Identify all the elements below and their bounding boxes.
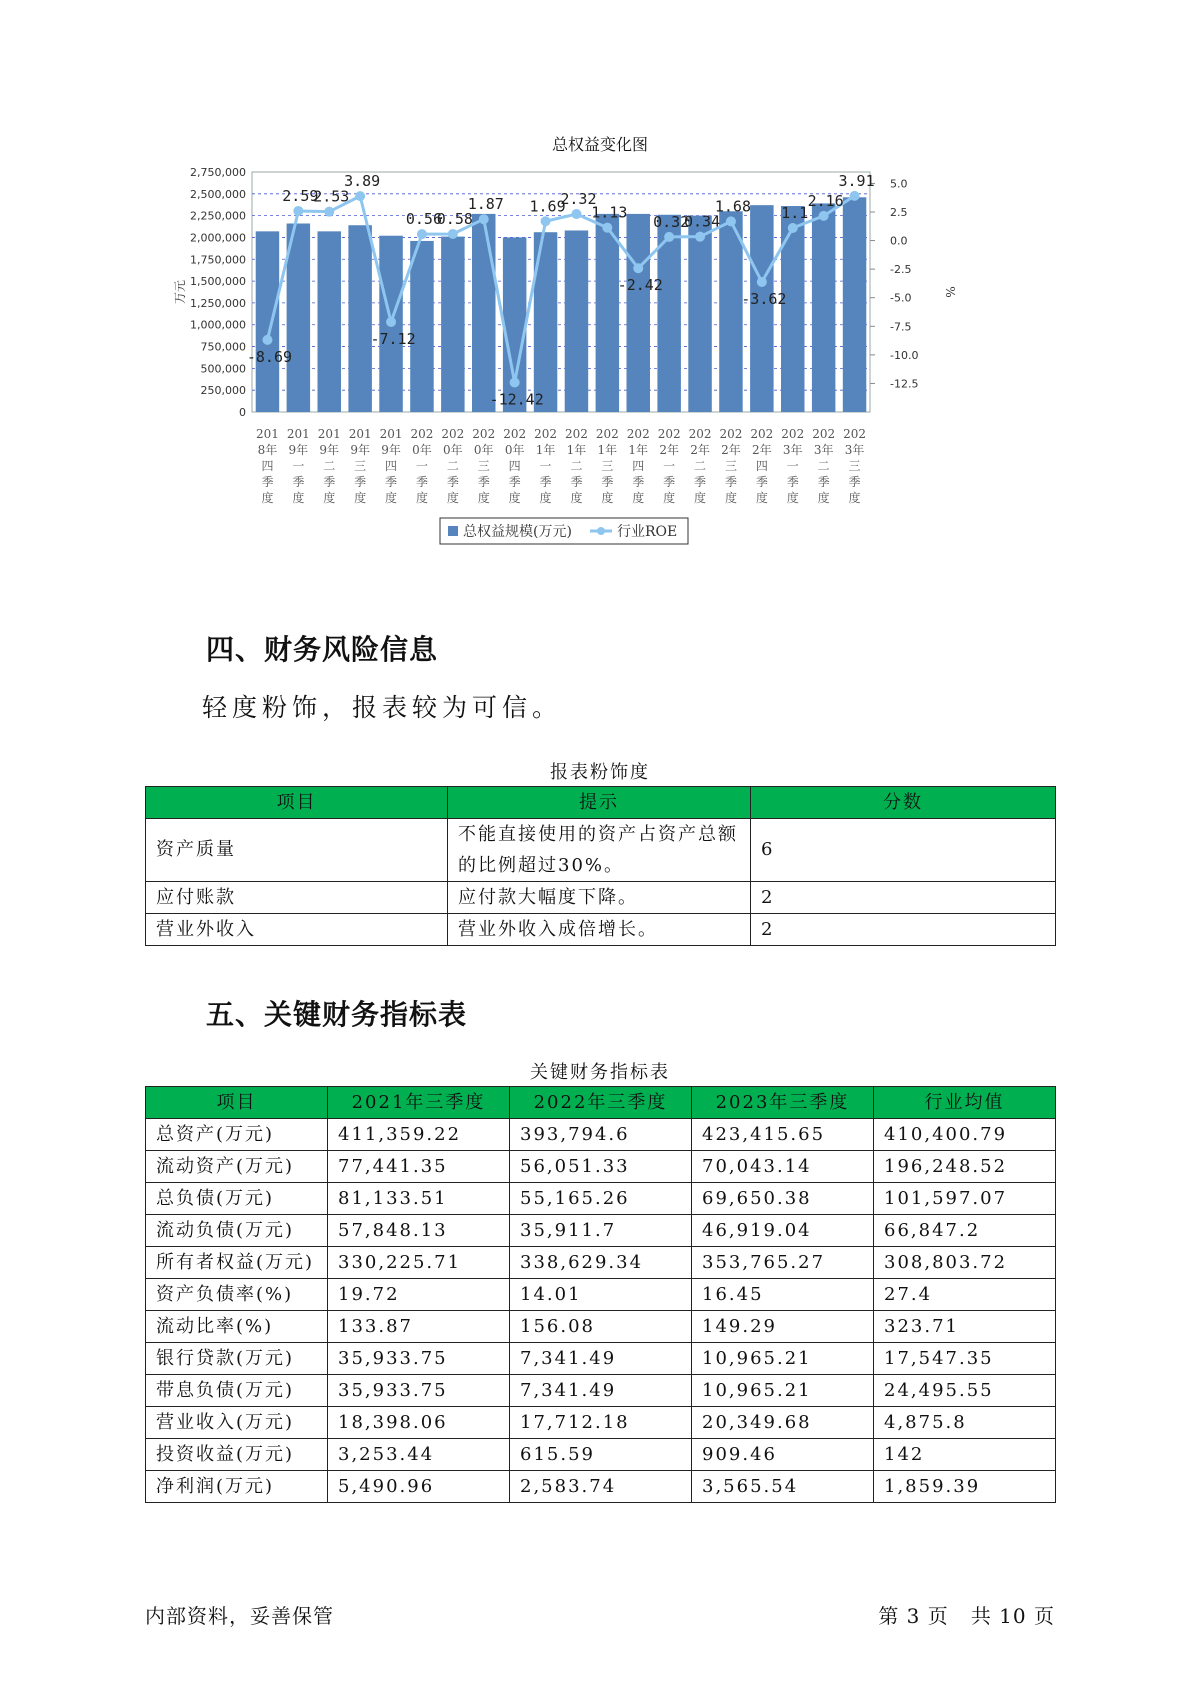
bar [348, 225, 371, 412]
equity-chart-svg [170, 130, 1030, 600]
kpi-cell-value: 69,650.38 [692, 1183, 874, 1215]
kpi-cell-value: 149.29 [692, 1311, 874, 1343]
risk-cell-hint: 不能直接使用的资产占资产总额的比例超过30%。 [448, 819, 751, 882]
legend-line-marker [597, 527, 605, 535]
kpi-cell-value: 393,794.6 [510, 1119, 692, 1151]
x-tick-label: 201 9年二季度 [317, 427, 341, 505]
roe-data-label: -3.62 [741, 289, 787, 308]
kpi-cell-value: 35,933.75 [328, 1343, 510, 1375]
kpi-cell-value: 353,765.27 [692, 1247, 874, 1279]
roe-data-label: 0.56 [405, 210, 443, 229]
roe-point [262, 335, 272, 345]
kpi-cell-value: 323.71 [874, 1311, 1056, 1343]
roe-data-label: 3.91 [838, 171, 875, 190]
kpi-cell-item: 总负债(万元) [146, 1183, 328, 1215]
y-tick-label: 2,250,000 [190, 209, 246, 223]
kpi-cell-item: 投资收益(万元) [146, 1439, 328, 1471]
y2-tick-label: 2.5 [890, 206, 908, 219]
kpi-cell-value: 909.46 [692, 1439, 874, 1471]
x-tick-label: 202 2年二季度 [688, 427, 712, 505]
kpi-cell-value: 330,225.71 [328, 1247, 510, 1279]
kpi-cell-item: 带息负债(万元) [146, 1375, 328, 1407]
bar [256, 231, 279, 412]
risk-table-caption: 报表粉饰度 [550, 762, 650, 783]
kpi-table-caption: 关键财务指标表 [530, 1062, 670, 1083]
x-tick-label: 201 9年四季度 [379, 427, 403, 505]
table-row [146, 882, 1056, 914]
roe-data-label: 1.1 [781, 204, 809, 222]
risk-cell-hint: 营业外收入成倍增长。 [448, 914, 751, 946]
kpi-cell-item: 总资产(万元) [146, 1119, 328, 1151]
table-row [146, 1279, 1056, 1311]
y-tick-label: 1,250,000 [190, 296, 246, 310]
roe-point [293, 206, 303, 216]
table-row [146, 1247, 1056, 1279]
kpi-table-header [146, 1087, 1056, 1119]
table-row [146, 1119, 1056, 1151]
kpi-cell-value: 24,495.55 [874, 1375, 1056, 1407]
kpi-cell-value: 20,349.68 [692, 1407, 874, 1439]
kpi-cell-value: 35,911.7 [510, 1215, 692, 1247]
section5-title: 五、关键财务指标表 [206, 998, 468, 1031]
table-row [146, 1471, 1056, 1503]
bar [410, 241, 433, 412]
roe-point [386, 317, 396, 327]
x-tick-label: 202 2年四季度 [750, 427, 774, 505]
footer-note: 内部资料，妥善保管 [145, 1604, 334, 1628]
roe-point [664, 232, 674, 242]
roe-point [602, 223, 612, 233]
roe-data-label: 3.89 [344, 172, 381, 191]
kpi-cell-item: 流动比率(%) [146, 1311, 328, 1343]
bar [781, 206, 804, 412]
kpi-cell-value: 57,848.13 [328, 1215, 510, 1247]
table-row [146, 1215, 1056, 1247]
page-number: 第 3 页 共 10 页 [878, 1604, 1055, 1628]
kpi-cell-value: 19.72 [328, 1279, 510, 1311]
kpi-cell-value: 70,043.14 [692, 1151, 874, 1183]
kpi-cell-value: 1,859.39 [874, 1471, 1056, 1503]
kpi-cell-item: 银行贷款(万元) [146, 1343, 328, 1375]
kpi-cell-value: 101,597.07 [874, 1183, 1056, 1215]
y-tick-label: 250,000 [200, 384, 246, 398]
y-tick-label: 1,000,000 [190, 318, 246, 332]
x-tick-label: 202 0年四季度 [503, 427, 527, 505]
kpi-cell-item: 流动资产(万元) [146, 1151, 328, 1183]
roe-data-label: -2.42 [617, 276, 663, 295]
roe-data-label: 2.16 [807, 191, 844, 210]
kpi-cell-item: 净利润(万元) [146, 1471, 328, 1503]
risk-cell-item: 营业外收入 [146, 914, 448, 946]
x-tick-label: 202 3年一季度 [781, 427, 805, 505]
bar [688, 216, 711, 412]
roe-point [850, 191, 860, 201]
roe-data-label: 2.32 [560, 190, 597, 209]
table-row [146, 1183, 1056, 1215]
x-tick-label: 202 1年二季度 [564, 427, 588, 505]
y-tick-label: 750,000 [200, 340, 246, 354]
legend-bar-label: 总权益规模(万元) [463, 524, 572, 540]
kpi-cell-value: 55,165.26 [510, 1183, 692, 1215]
bar [596, 214, 619, 412]
risk-header-hint: 提示 [448, 787, 751, 819]
y-tick-label: 1,500,000 [190, 275, 246, 289]
roe-point [541, 216, 551, 226]
kpi-cell-value: 196,248.52 [874, 1151, 1056, 1183]
kpi-cell-value: 3,253.44 [328, 1439, 510, 1471]
legend-line-label: 行业ROE [617, 524, 678, 540]
kpi-cell-item: 所有者权益(万元) [146, 1247, 328, 1279]
table-row [146, 1343, 1056, 1375]
y-tick-label: 0 [239, 406, 246, 419]
bar [318, 231, 341, 412]
kpi-cell-value: 410,400.79 [874, 1119, 1056, 1151]
bar [565, 230, 588, 412]
kpi-table [145, 1086, 1056, 1503]
kpi-cell-value: 81,133.51 [328, 1183, 510, 1215]
roe-data-label: 1.68 [714, 197, 752, 216]
kpi-cell-value: 18,398.06 [328, 1407, 510, 1439]
y2-tick-label: -2.5 [890, 263, 912, 277]
roe-point [788, 223, 798, 233]
kpi-header-2022q3: 2022年三季度 [510, 1087, 692, 1119]
kpi-cell-value: 35,933.75 [328, 1375, 510, 1407]
x-tick-label: 202 3年三季度 [843, 427, 867, 505]
kpi-cell-value: 3,565.54 [692, 1471, 874, 1503]
roe-point [479, 214, 489, 224]
section4-title: 四、财务风险信息 [206, 633, 439, 666]
kpi-header-2021q3: 2021年三季度 [328, 1087, 510, 1119]
kpi-cell-item: 资产负债率(%) [146, 1279, 328, 1311]
risk-conclusion: 轻度粉饰，报表较为可信。 [202, 693, 563, 722]
roe-data-label: 1.69 [529, 197, 566, 216]
kpi-cell-value: 7,341.49 [510, 1375, 692, 1407]
roe-point [417, 229, 427, 239]
x-tick-label: 202 1年一季度 [534, 427, 558, 505]
bar [719, 211, 742, 412]
roe-data-label: 0.34 [683, 212, 721, 231]
kpi-cell-value: 5,490.96 [328, 1471, 510, 1503]
chart-title: 总权益变化图 [551, 135, 649, 154]
kpi-cell-value: 14.01 [510, 1279, 692, 1311]
y-tick-label: 2,000,000 [190, 231, 246, 245]
y-tick-label: 500,000 [200, 362, 246, 376]
x-tick-label: 201 9年三季度 [348, 427, 372, 505]
kpi-cell-value: 2,583.74 [510, 1471, 692, 1503]
kpi-cell-value: 16.45 [692, 1279, 874, 1311]
kpi-cell-value: 10,965.21 [692, 1343, 874, 1375]
roe-data-label: -8.69 [246, 347, 293, 366]
table-row [146, 1439, 1056, 1471]
roe-point [510, 378, 520, 388]
roe-point [695, 232, 705, 242]
table-row [146, 1407, 1056, 1439]
roe-point [448, 229, 458, 239]
table-row [146, 1311, 1056, 1343]
kpi-cell-value: 17,547.35 [874, 1343, 1056, 1375]
risk-header-item: 项目 [146, 787, 448, 819]
y2-tick-label: -12.5 [890, 377, 919, 391]
kpi-table-body [146, 1119, 1056, 1503]
y2-tick-label: -5.0 [890, 291, 912, 305]
risk-table-header [146, 787, 1056, 819]
y2-tick-label: -10.0 [890, 348, 919, 362]
y2-axis-label: % [943, 286, 957, 298]
risk-cell-item: 应付账款 [146, 882, 448, 914]
x-tick-label: 202 2年三季度 [719, 427, 743, 505]
roe-data-label: 1.13 [591, 203, 628, 222]
risk-cell-score: 2 [751, 882, 1056, 914]
kpi-cell-value: 308,803.72 [874, 1247, 1056, 1279]
y-tick-label: 2,750,000 [190, 166, 246, 179]
roe-data-label: 0.32 [653, 212, 690, 231]
roe-data-label: -12.42 [489, 390, 544, 409]
risk-table [145, 786, 1056, 946]
x-tick-label: 202 0年一季度 [410, 427, 434, 505]
kpi-cell-value: 156.08 [510, 1311, 692, 1343]
kpi-cell-value: 4,875.8 [874, 1407, 1056, 1439]
roe-data-label: 2.53 [313, 187, 350, 206]
roe-point [726, 216, 736, 226]
kpi-cell-value: 77,441.35 [328, 1151, 510, 1183]
kpi-cell-value: 338,629.34 [510, 1247, 692, 1279]
table-row [146, 1151, 1056, 1183]
kpi-cell-value: 66,847.2 [874, 1215, 1056, 1247]
kpi-cell-value: 27.4 [874, 1279, 1056, 1311]
roe-data-label: 1.87 [467, 195, 504, 214]
x-tick-label: 202 1年四季度 [626, 427, 650, 505]
kpi-header-2023q3: 2023年三季度 [692, 1087, 874, 1119]
risk-cell-score: 2 [751, 914, 1056, 946]
x-tick-label: 202 0年二季度 [441, 427, 465, 505]
bar [843, 197, 866, 412]
kpi-cell-value: 615.59 [510, 1439, 692, 1471]
roe-point [324, 207, 334, 217]
kpi-header-industry-avg: 行业均值 [874, 1087, 1056, 1119]
risk-cell-score: 6 [751, 819, 1056, 882]
kpi-cell-value: 10,965.21 [692, 1375, 874, 1407]
kpi-cell-value: 56,051.33 [510, 1151, 692, 1183]
risk-cell-item: 资产质量 [146, 819, 448, 882]
kpi-cell-value: 423,415.65 [692, 1119, 874, 1151]
roe-point [571, 209, 581, 219]
roe-point [757, 277, 767, 287]
table-row [146, 914, 1056, 946]
legend-bar-swatch [448, 526, 458, 536]
kpi-cell-item: 营业收入(万元) [146, 1407, 328, 1439]
equity-chart [170, 130, 1030, 600]
x-tick-label: 202 1年三季度 [595, 427, 619, 505]
kpi-cell-value: 133.87 [328, 1311, 510, 1343]
table-row [146, 1375, 1056, 1407]
x-tick-label: 202 2年一季度 [657, 427, 681, 505]
bar [750, 205, 773, 412]
bar [441, 237, 464, 412]
roe-data-label: 0.58 [436, 209, 473, 228]
kpi-cell-value: 46,919.04 [692, 1215, 874, 1247]
risk-cell-hint: 应付款大幅度下降。 [448, 882, 751, 914]
kpi-cell-value: 411,359.22 [328, 1119, 510, 1151]
bar [812, 203, 835, 412]
kpi-cell-value: 7,341.49 [510, 1343, 692, 1375]
bar [287, 223, 310, 412]
kpi-cell-value: 17,712.18 [510, 1407, 692, 1439]
roe-point [819, 211, 829, 221]
kpi-header-item: 项目 [146, 1087, 328, 1119]
y-tick-label: 2,500,000 [190, 187, 246, 201]
roe-data-label: 2.59 [282, 186, 319, 205]
bar [627, 214, 650, 412]
x-tick-label: 202 0年三季度 [472, 427, 496, 505]
kpi-cell-item: 流动负债(万元) [146, 1215, 328, 1247]
kpi-cell-value: 142 [874, 1439, 1056, 1471]
y2-tick-label: 0.0 [890, 234, 908, 248]
y2-tick-label: -7.5 [890, 320, 912, 334]
table-row [146, 819, 1056, 882]
x-tick-label: 201 9年一季度 [286, 427, 310, 505]
roe-point [355, 191, 365, 201]
bar [472, 214, 495, 412]
y-axis-label: 万元 [173, 279, 187, 305]
roe-point [633, 263, 643, 273]
x-tick-label: 201 8年四季度 [255, 427, 279, 505]
risk-header-score: 分数 [751, 787, 1056, 819]
y2-tick-label: 5.0 [890, 177, 908, 191]
roe-data-label: -7.12 [370, 329, 416, 348]
y-tick-label: 1,750,000 [190, 253, 246, 267]
x-tick-label: 202 3年二季度 [812, 427, 836, 505]
